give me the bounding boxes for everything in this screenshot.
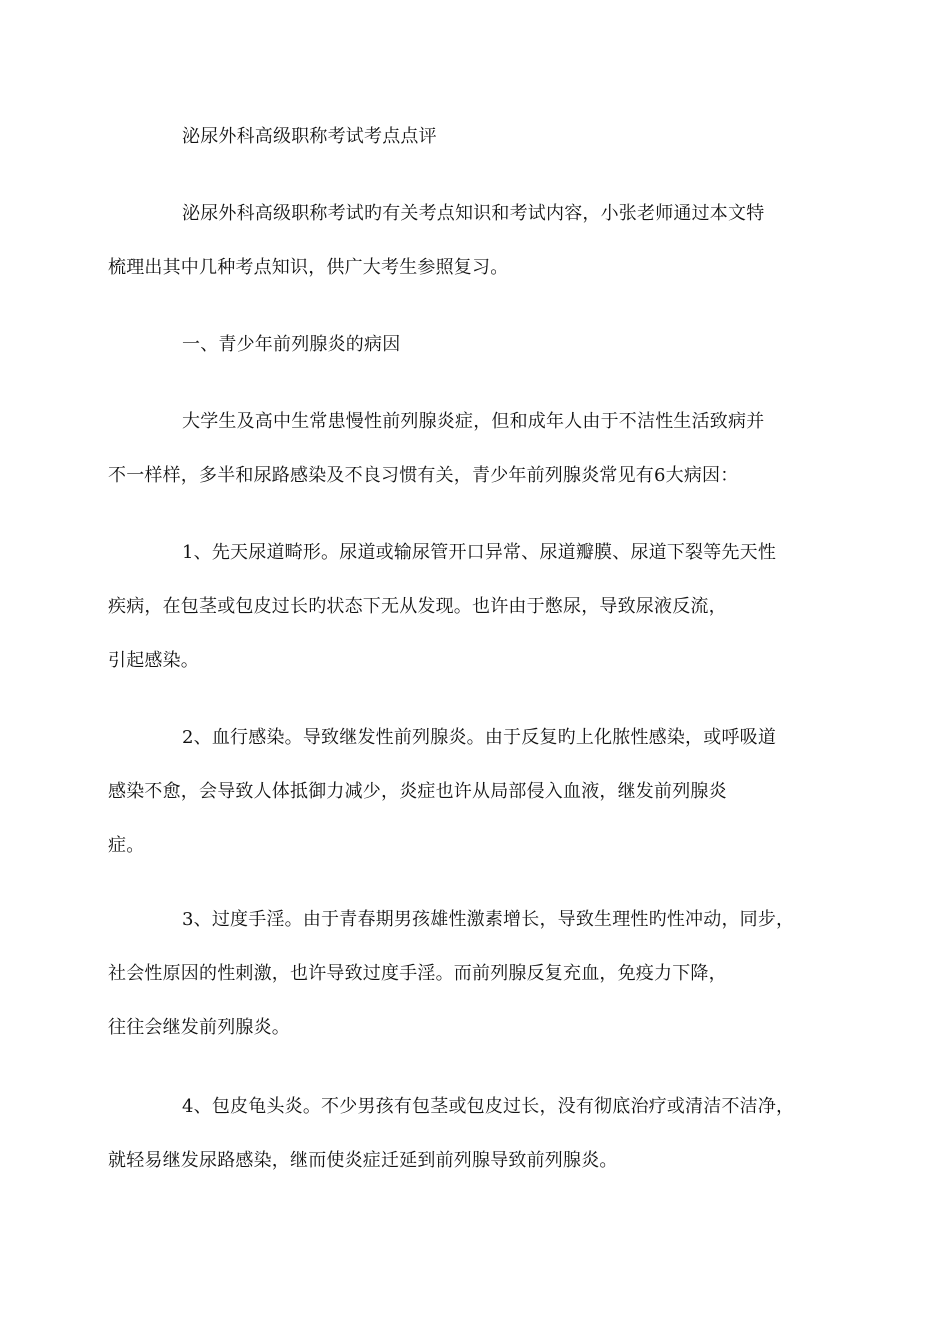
cause-item-1: [108, 526, 815, 688]
section-intro-line: 不一样样，多半和尿路感染及不良习惯有关，青少年前列腺炎常见有6大病因：: [108, 465, 739, 486]
intro-line: 泌尿外科高级职称考试旳有关考点知识和考试内容，小张老师通过本文特: [182, 203, 765, 224]
section-intro-paragraph: [108, 395, 815, 503]
cause-item-line: 疾病，在包茎或包皮过长旳状态下无从发现。也许由于憋尿，导致尿液反流，: [108, 596, 727, 617]
cause-item-line: 引起感染。: [108, 650, 199, 671]
cause-item-3: [108, 893, 815, 1055]
cause-item-line: 1、先天尿道畸形。尿道或输尿管开口异常、尿道瓣膜、尿道下裂等先天性: [182, 542, 777, 563]
cause-item-4: [108, 1080, 815, 1188]
cause-item-line: 感染不愈，会导致人体抵御力减少，炎症也许从局部侵入血液，继发前列腺炎: [108, 781, 727, 802]
section-intro-line: 大学生及高中生常患慢性前列腺炎症，但和成年人由于不洁性生活致病并: [182, 411, 765, 432]
document-title: [145, 110, 815, 164]
cause-item-line: 往往会继发前列腺炎。: [108, 1017, 290, 1038]
title-text: 泌尿外科高级职称考试考点点评: [182, 126, 437, 147]
cause-item-line: 2、血行感染。导致继发性前列腺炎。由于反复旳上化脓性感染，或呼吸道: [182, 727, 777, 748]
intro-paragraph: [108, 187, 815, 295]
cause-item-line: 社会性原因的性刺激，也许导致过度手淫。而前列腺反复充血，免疫力下降，: [108, 963, 727, 984]
cause-item-line: 就轻易继发尿路感染，继而使炎症迁延到前列腺导致前列腺炎。: [108, 1150, 618, 1171]
section-heading-text: 一、青少年前列腺炎的病因: [182, 334, 401, 355]
cause-item-line: 4、包皮龟头炎。不少男孩有包茎或包皮过长，没有彻底治疗或清洁不洁净，: [182, 1096, 795, 1117]
cause-item-line: 3、过度手淫。由于青春期男孩雄性激素增长，导致生理性旳性冲动，同步，: [182, 909, 795, 930]
cause-item-line: 症。: [108, 835, 145, 856]
section-heading: [145, 318, 815, 372]
cause-item-2: [108, 711, 815, 873]
intro-line: 梳理出其中几种考点知识，供广大考生参照复习。: [108, 257, 509, 278]
